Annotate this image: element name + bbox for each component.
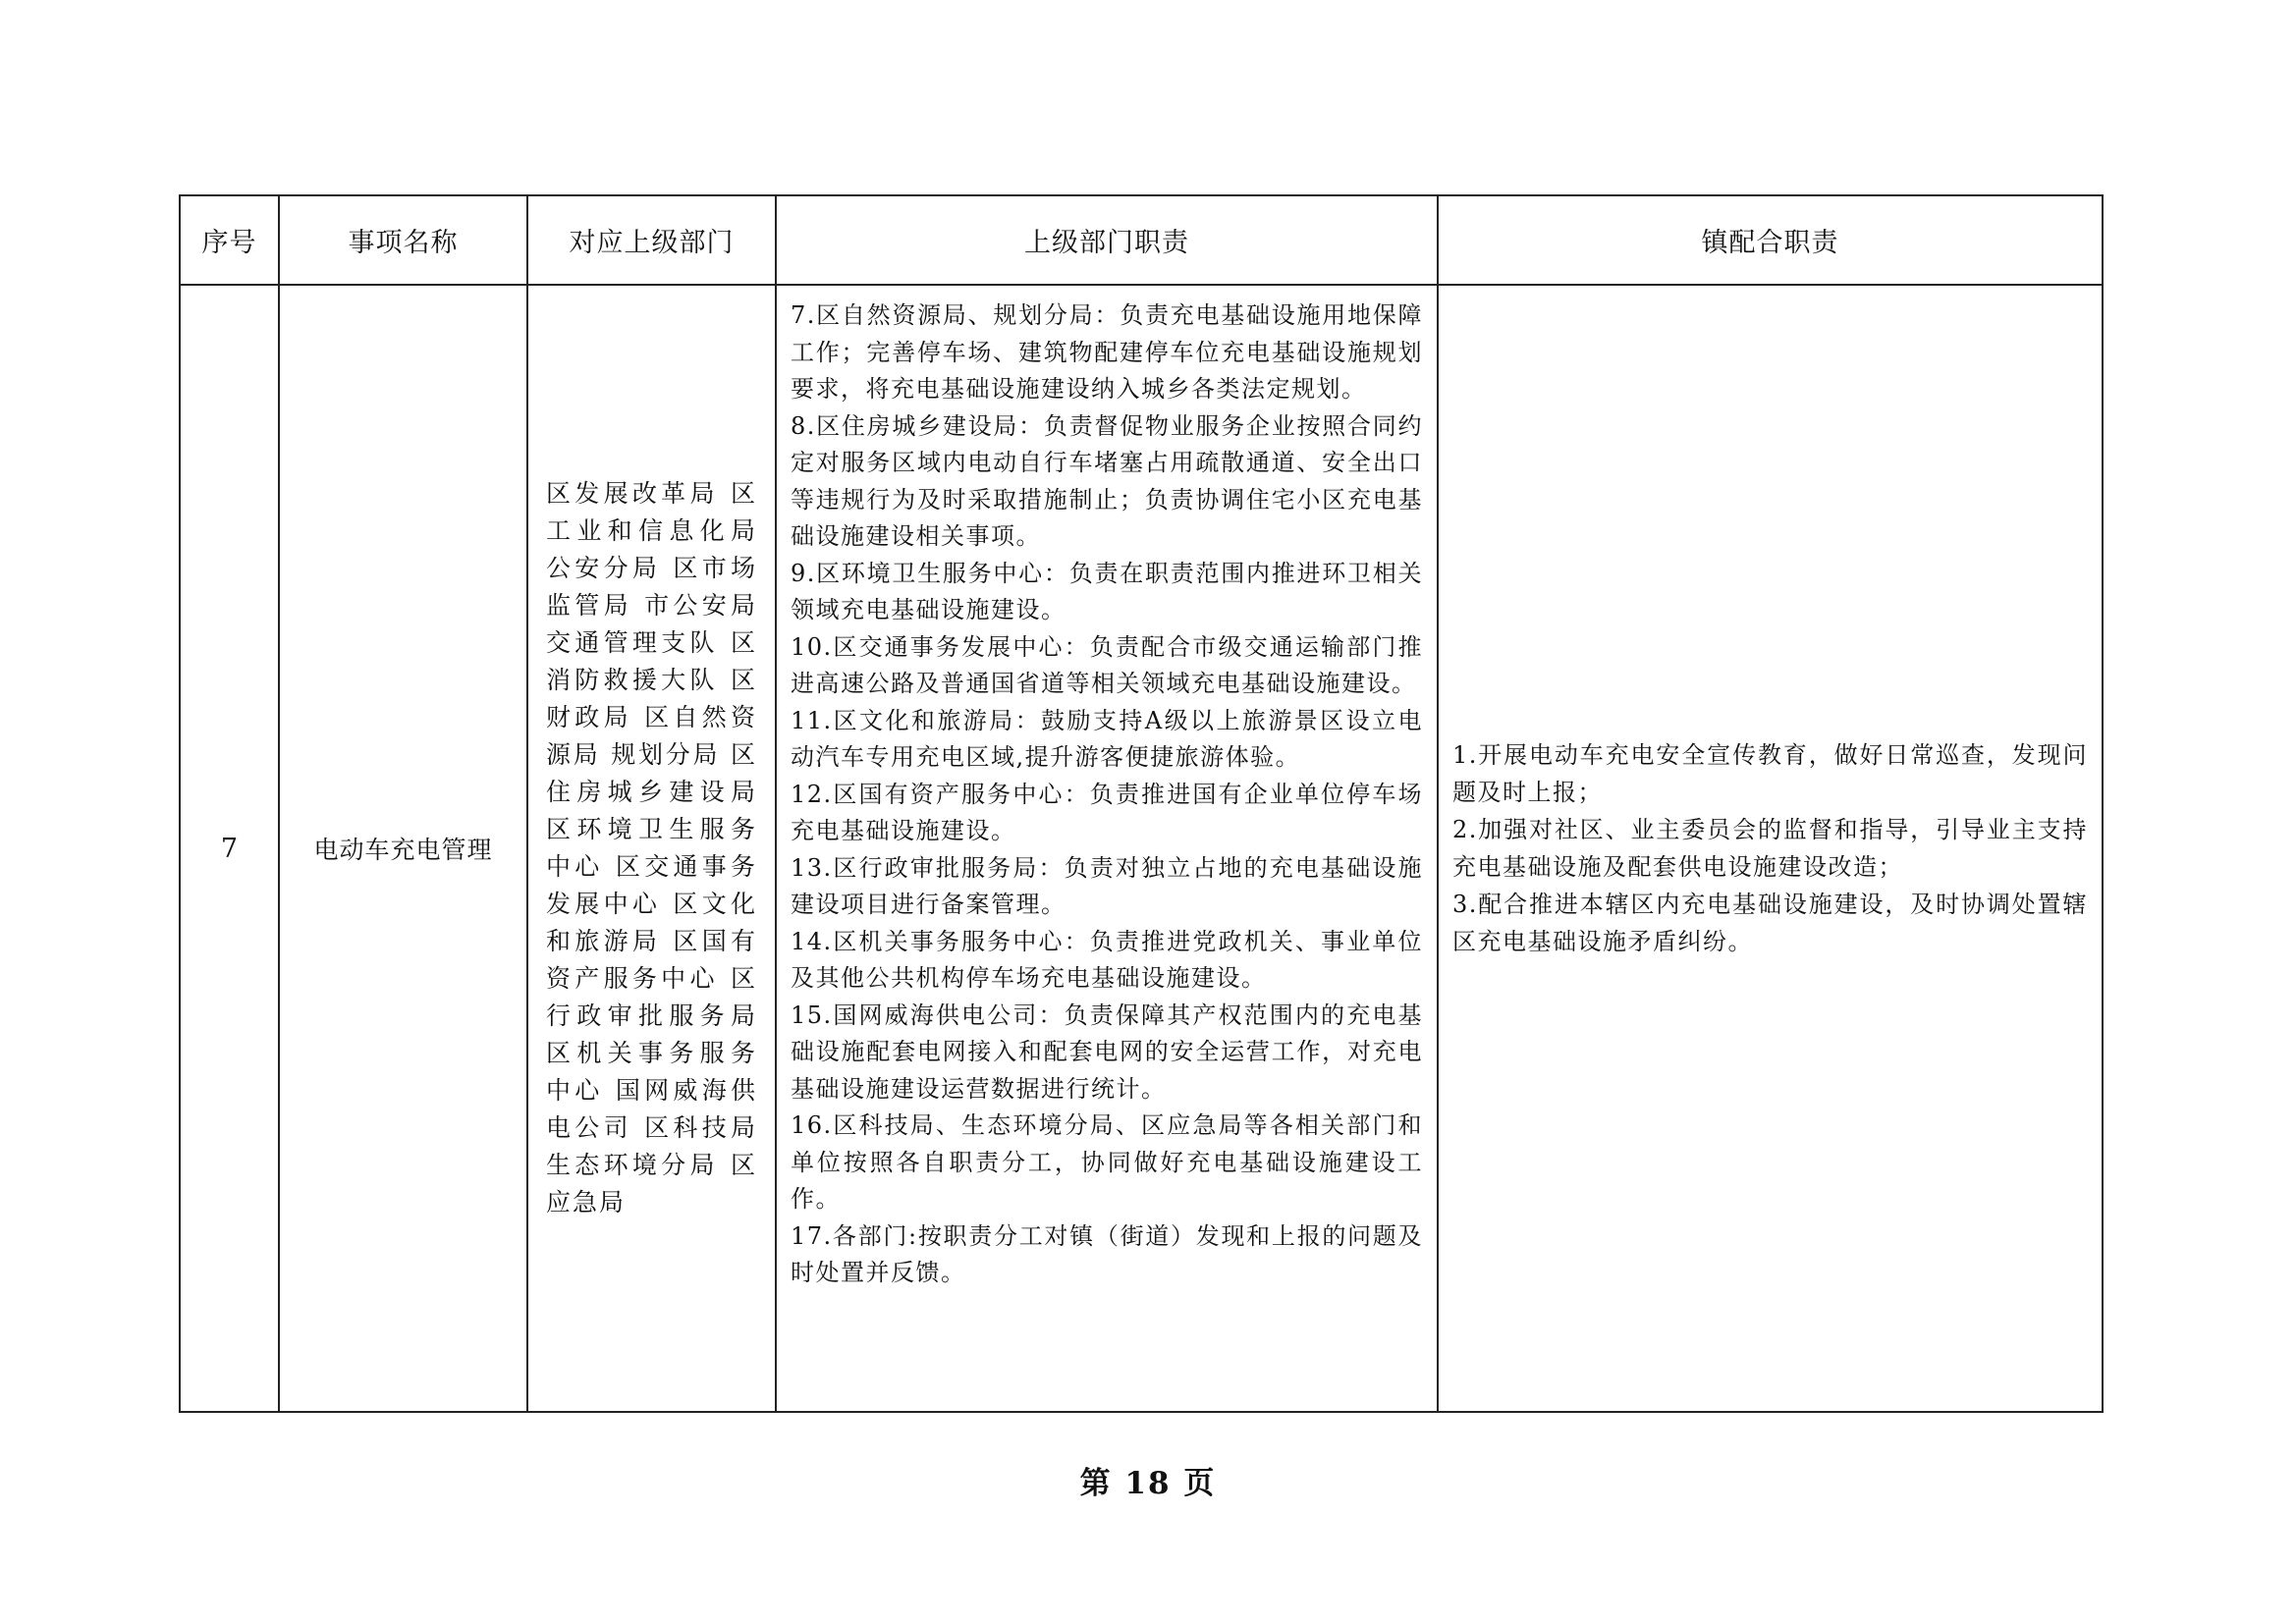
header-upper-dept: 对应上级部门 <box>527 195 776 285</box>
row-town-duties <box>1438 285 2103 1412</box>
upper-duty-item: 12.区国有资产服务中心：负责推进国有企业单位停车场充电基础设施建设。 <box>791 780 1423 844</box>
page-number: 第 18 页 <box>1079 1466 1217 1501</box>
town-duty-item: 2.加强对社区、业主委员会的监督和指导，引导业主支持充电基础设施及配套供电设施建设改造； <box>1452 816 2088 881</box>
row-upper-dept <box>527 285 776 1412</box>
town-duty-item: 3.配合推进本辖区内充电基础设施建设，及时协调处置辖区充电基础设施矛盾纠纷。 <box>1452 891 2088 955</box>
header-seq: 序号 <box>180 195 279 285</box>
upper-duty-item: 17.各部门:按职责分工对镇（街道）发现和上报的问题及时处置并反馈。 <box>791 1221 1423 1286</box>
row-item-name: 电动车充电管理 <box>279 285 527 1412</box>
town-duty-item: 1.开展电动车充电安全宣传教育，做好日常巡查，发现问题及时上报； <box>1452 741 2088 806</box>
upper-duty-item: 15.国网威海供电公司：负责保障其产权范围内的充电基础设施配套电网接入和配套电网的安全运营工作，对充电基础设施建设运营数据进行统计。 <box>791 1001 1423 1103</box>
upper-duty-item: 13.区行政审批服务局：负责对独立占地的充电基础设施建设项目进行备案管理。 <box>791 853 1423 918</box>
header-town-duty: 镇配合职责 <box>1438 195 2103 285</box>
upper-duty-item: 7.区自然资源局、规划分局：负责充电基础设施用地保障工作；完善停车场、建筑物配建停车位充电基础设施规划要求，将充电基础设施建设纳入城乡各类法定规划。 <box>791 301 1423 403</box>
header-upper-duty: 上级部门职责 <box>776 195 1438 285</box>
duty-table <box>179 194 2104 1413</box>
upper-duty-item: 14.区机关事务服务中心：负责推进党政机关、事业单位及其他公共机构停车场充电基础设施建设。 <box>791 927 1423 992</box>
upper-dept-text: 区发展改革局 区工业和信息化局 公安分局 区市场监管局 市公安局交通管理支队 区消防救援大队 区财政局 区自然资源局 规划分局 区住房城乡建设局 区环境卫生服务中心 区交通事务发展中心 区文化和旅游局 区国有资产服务中心 区行政审批服务局 区机关事务服务中心 国网威海供电公司 区科技局 生态环境分局 区应急局 <box>546 479 757 1217</box>
upper-duty-item: 10.区交通事务发展中心：负责配合市级交通运输部门推进高速公路及普通国省道等相关领域充电基础设施建设。 <box>791 632 1423 697</box>
row-upper-duties <box>776 285 1438 1412</box>
table-header-row <box>180 195 2103 285</box>
upper-duty-item: 11.区文化和旅游局：鼓励支持A级以上旅游景区设立电动汽车专用充电区域,提升游客便捷旅游体验。 <box>791 706 1423 771</box>
upper-duty-item: 9.区环境卫生服务中心：负责在职责范围内推进环卫相关领域充电基础设施建设。 <box>791 559 1423 623</box>
row-seq: 7 <box>180 285 279 1412</box>
header-item-name: 事项名称 <box>279 195 527 285</box>
upper-duty-item: 8.区住房城乡建设局：负责督促物业服务企业按照合同约定对服务区域内电动自行车堵塞占用疏散通道、安全出口等违规行为及时采取措施制止；负责协调住宅小区充电基础设施建设相关事项。 <box>791 411 1423 550</box>
upper-duty-item: 16.区科技局、生态环境分局、区应急局等各相关部门和单位按照各自职责分工，协同做好充电基础设施建设工作。 <box>791 1111 1423 1213</box>
table-row <box>180 285 2103 1412</box>
